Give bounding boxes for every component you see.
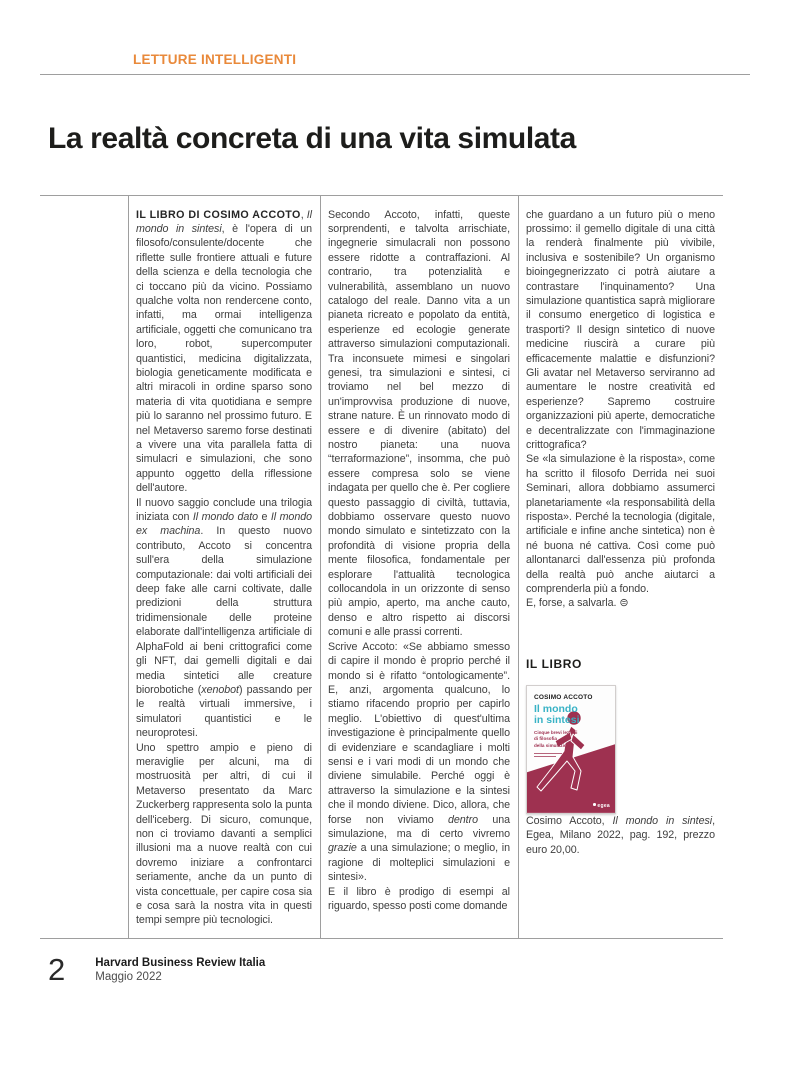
article-paragraph: [136, 496, 312, 741]
text-segment: , Egea, Milano 2022, pag. 192, prezzo euro 20,00.: [526, 814, 716, 856]
article-paragraph: [526, 208, 715, 453]
text-segment: grazie: [328, 842, 357, 855]
text-segment: una simulazione, ma di certo vivremo: [328, 813, 511, 840]
text-segment: ⊜: [619, 597, 629, 610]
book-cover: [526, 685, 616, 814]
article-column-3: [518, 196, 723, 938]
article-paragraph: [526, 596, 715, 610]
text-segment: ,: [300, 208, 307, 221]
book-cover-title-line1: Il mondo: [534, 702, 578, 715]
book-cover-author: COSIMO ACCOTO: [534, 693, 593, 701]
text-segment: , è l'opera di un filosofo/consulente/docente che riflette sulle frontiere attuali e future della scienza e della tecnologia che ci toccano più da vicino. Possiamo qualche volta non rendercene conto, infatti, ma ormai intelligenza artificiale, oggetti che comunicano tra loro, robot, supercomputer quantistici, medicina digitalizzata, biologia geneticamente modificata e altri miracoli in ordine sparso sono materia di vita quotidiana e sempre più lo saranno nel prossimo futuro. E nel Metaverso saremo forse destinati a vivere una vita parallela fatta di simulacri e simulazioni, che sono appunto oggetto della riflessione dell'autore.: [136, 222, 312, 495]
text-segment: E il libro è prodigo di esempi al riguardo, spesso posti come domande: [328, 885, 510, 912]
page-number: 2: [48, 951, 66, 987]
article-paragraph: [328, 640, 510, 885]
book-cover-subtitle: Cinque brevi lezioni di filosofia della simulazione: [534, 730, 578, 748]
article-paragraph: [136, 208, 312, 496]
text-segment: che guardano a un futuro più o meno prossimo: il gemello digitale di una città la renderà finalmente più vivibile, inclusiva e sostenibile? Un organismo bioingegnerizzato ci potrà aiutare a contrastare l'inquinamento? Una simulazione quantistica saprà migliorare il consumo energetico di logistica e trasporti? Il design sintetico di nuove medicine riuscirà a curare più efficacemente malattie e disfunzioni? Gli avatar nel Metaverso serviranno ad aumentare le nostre creatività ed esperienze? Sapremo costruire organizzazioni più aperte, democratiche e decentralizzate con l'immaginazione crittografica?: [526, 208, 715, 451]
text-segment: e: [258, 511, 271, 524]
article-columns: [128, 196, 723, 938]
il-libro-heading: IL LIBRO: [526, 656, 582, 671]
magazine-name: Harvard Business Review Italia: [95, 956, 266, 969]
text-segment: Il mondo dato: [192, 511, 259, 524]
text-segment: a una simulazione; o meglio, in ragione di molteplici simulazioni e sintesi».: [328, 842, 510, 884]
article-title: La realtà concreta di una vita simulata: [48, 122, 576, 155]
text-segment: Secondo Accoto, infatti, queste sorprendenti, e talvolta arrischiate, ingegnerie simulacrali non possono essere ridotte a contraffazioni. Al contrario, tra potenzialità e vulnerabilità, assemblano un nuovo catalogo del reale. Danno vita a un pianeta ricreato e popolato da entità, esperienze ed ecologie generate attraverso simulazioni computazionali. Tra inconsuete mimesi e singolari genesi, tra simulazioni e sintesi, ci troviamo nel bel mezzo di un'improvvisa produzione di nuove, strane nature. È un rinnovato modo di essere e di divenire (abitato) del nostro pianeta: una nuova “terraformazione”, insomma, che può essere compresa solo se viene indagata per quello che è. Per cogliere questo passaggio di civiltà, tuttavia, dobbiamo osservare questo nuovo mondo simulato e sintetizzato con la profondità di visione propria della mente filosofica, fondamentale per esplorare l'attualità tecnologica collocandola in un orizzonte di senso più ampio, aperto, ma anche cauto, denso e altro rispetto ai discorsi comuni e alle prassi correnti.: [328, 208, 510, 639]
article-paragraph: [526, 452, 715, 596]
magazine-issue: Maggio 2022: [95, 970, 162, 983]
book-cover-title: [534, 704, 608, 726]
publisher-logo: egea: [593, 803, 610, 809]
text-segment: E, forse, a salvarla.: [526, 597, 620, 610]
text-segment: Il nuovo saggio conclude una trilogia iniziata con: [136, 496, 312, 524]
article-paragraph: [136, 741, 312, 928]
il-libro-box: [526, 657, 715, 857]
text-segment: xenobot: [201, 683, 239, 696]
text-segment: Il mondo in sintesi: [136, 208, 312, 235]
article-paragraph: [328, 885, 510, 914]
magazine-info: [95, 955, 265, 983]
text-segment: dentro: [448, 813, 479, 826]
text-segment: IL LIBRO DI COSIMO ACCOTO: [136, 208, 301, 221]
text-segment: Cosimo Accoto,: [526, 814, 613, 827]
cover-fineprint-lines: [534, 753, 608, 758]
article-column-1: [128, 196, 320, 938]
text-segment: ) passando per le realtà virtuali immersive, i simulatori quantistici e le neuroprotesi.: [136, 683, 312, 740]
header-rule: [40, 74, 750, 75]
text-segment: Scrive Accoto: «Se abbiamo smesso di capire il mondo è proprio perché il mondo si è rifatto “ontologicamente”. E, anzi, argomenta qualcuno, lo stiamo rifacendo proprio per capirlo meglio. L'obiettivo di quest'ultima investigazione è principalmente quello di evidenziare e scandagliare i molti sensi e i vari modi di un mondo che diviene simulabile. Perché oggi è attraverso la simulazione e la sintesi che il mondo diviene. Dico, allora, che forse non viviamo: [328, 640, 510, 826]
article-column-2: [320, 196, 518, 938]
article-body: [40, 195, 723, 939]
text-segment: Il mondo ex machina: [136, 511, 313, 538]
text-segment: Se «la simulazione è la risposta», come ha scritto il filosofo Derrida nei suoi Seminari, allora dobbiamo assumerci planetariamente «la responsabilità della risposta». Perché la tecnologia (digitale, artificiale e infine anche sintetica) non è né buona né cattiva. Così come può allontanarci dall'essenza più profonda della realtà può anche aiutarci a comprenderla più a fondo.: [526, 453, 715, 596]
text-segment: . In questo nuovo contributo, Accoto si concentra sull'era della simulazione computazionale: dai volti artificiali dei deep fake alle carni coltivate, dalle predizioni della struttura tridimensionale delle proteine elaborate dall'intelligenza artificiale di AlphaFold ai beni crittografici come gli NFT, dai gemelli digitali e dai media sintetici alle creature biorobotiche (: [136, 525, 312, 696]
text-segment: Uno spettro ampio e pieno di meraviglie per alcuni, ma di mostruosità per altri, di cui il Metaverso presentato da Marc Zuckerberg rappresenta solo la punta dell'iceberg. Di sicuro, comunque, non ci troviamo davanti a semplici illusioni ma a nuove realtà con cui dovremo iniziare a confrontarci seriamente, anche da un punto di vista concettuale, per capire cosa sia e cosa sarà la nostra vita in questi tempi sempre più tecnologici.: [136, 741, 312, 927]
column-3-text: [526, 208, 715, 611]
article-paragraph: [328, 208, 510, 640]
text-segment: Il mondo in sintesi: [612, 814, 713, 827]
page-footer: [48, 951, 748, 987]
magazine-page: [0, 52, 788, 1076]
book-caption: [526, 814, 715, 857]
book-cover-title-line2: in sintesi: [534, 714, 580, 726]
section-kicker: LETTURE INTELLIGENTI: [133, 52, 297, 67]
